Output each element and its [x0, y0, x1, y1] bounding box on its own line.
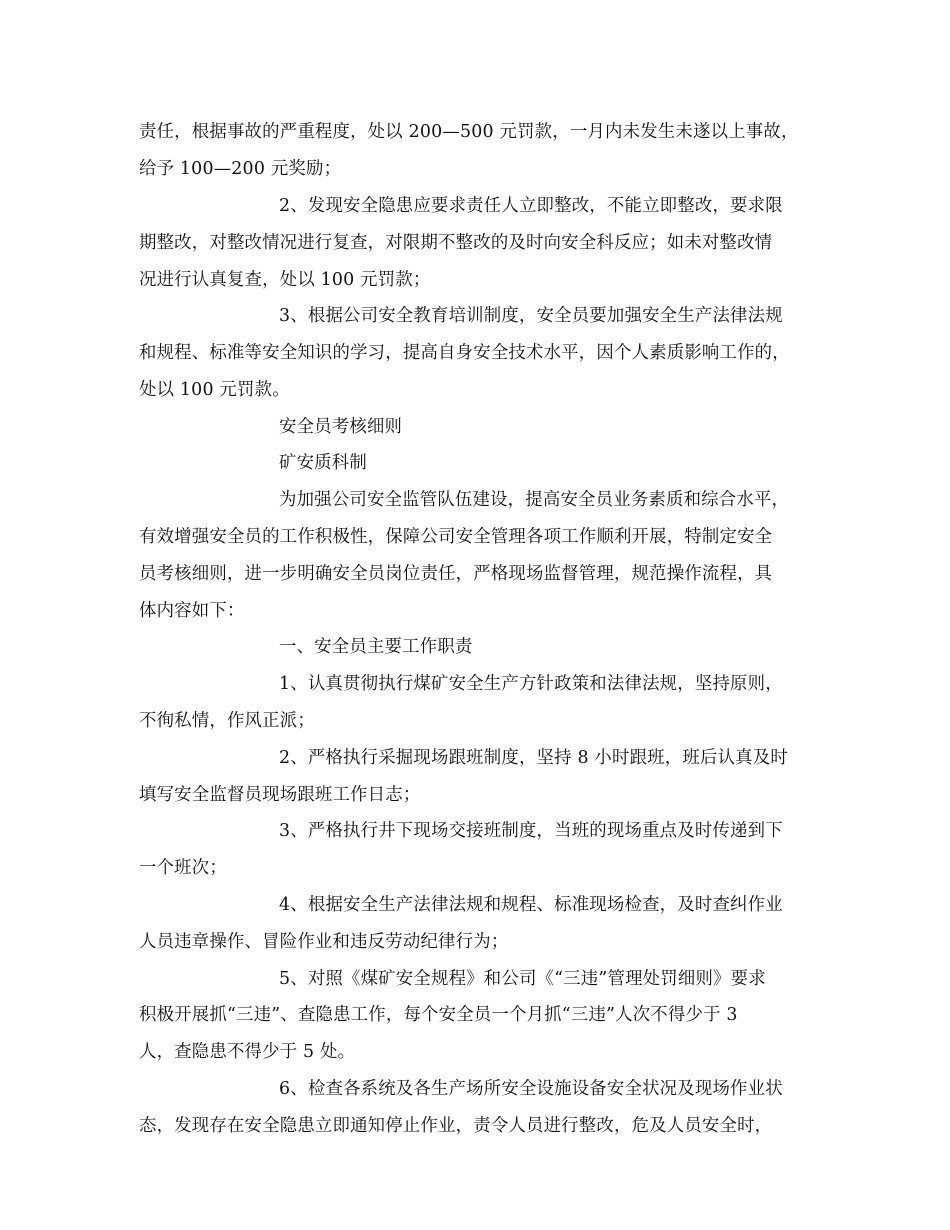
- text-line: 不徇私情，作风正派；: [139, 711, 315, 731]
- text-line: 一个班次；: [139, 858, 227, 878]
- text-line: 况进行认真复查，处以 100 元罚款；: [139, 270, 431, 290]
- section-title: 安全员考核细则: [279, 417, 403, 437]
- text-line: 体内容如下：: [139, 601, 245, 621]
- section-heading: 一、安全员主要工作职责: [279, 637, 473, 657]
- text-line: 态，发现存在安全隐患立即通知停止作业，责令人员进行整改，危及人员安全时，: [139, 1116, 773, 1136]
- text-line: 员考核细则，进一步明确安全员岗位责任，严格现场监督管理，规范操作流程，具: [139, 564, 773, 584]
- text-line: 6、检查各系统及各生产场所安全设施设备安全状况及现场作业状: [279, 1079, 783, 1099]
- text-line: 3、根据公司安全教育培训制度，安全员要加强安全生产法律法规: [279, 306, 783, 326]
- text-line: 为加强公司安全监管队伍建设，提高安全员业务素质和综合水平，: [279, 490, 790, 510]
- issuer-line: 矿安质科制: [279, 453, 367, 473]
- text-line: 填写安全监督员现场跟班工作日志；: [139, 785, 421, 805]
- text-line: 人员违章操作、冒险作业和违反劳动纪律行为；: [139, 932, 509, 952]
- text-line: 给予 100—200 元奖励；: [139, 159, 342, 179]
- text-line: 2、严格执行采掘现场跟班制度，坚持 8 小时跟班，班后认真及时: [279, 748, 788, 768]
- text-line: 和规程、标准等安全知识的学习，提高自身安全技术水平，因个人素质影响工作的，: [139, 343, 790, 363]
- text-line: 有效增强安全员的工作积极性，保障公司安全管理各项工作顺利开展，特制定安全: [139, 527, 773, 547]
- text-line: 人，查隐患不得少于 5 处。: [139, 1042, 356, 1062]
- text-line: 4、根据安全生产法律法规和规程、标准现场检查，及时查纠作业: [279, 895, 783, 915]
- text-line: 期整改，对整改情况进行复查，对限期不整改的及时向安全科反应；如未对整改情: [139, 233, 773, 253]
- text-line: 5、对照《煤矿安全规程》和公司《“三违”管理处罚细则》要求: [279, 969, 766, 989]
- text-line: 1、认真贯彻执行煤矿安全生产方针政策和法律法规，坚持原则，: [279, 674, 783, 694]
- text-line: 处以 100 元罚款。: [139, 380, 290, 400]
- text-line: 2、发现安全隐患应要求责任人立即整改，不能立即整改，要求限: [279, 196, 783, 216]
- text-line: 积极开展抓“三违”、查隐患工作，每个安全员一个月抓“三违”人次不得少于 3: [139, 1005, 738, 1025]
- text-line: 3、严格执行井下现场交接班制度，当班的现场重点及时传递到下: [279, 821, 783, 841]
- text-line: 责任，根据事故的严重程度，处以 200—500 元罚款，一月内未发生未遂以上事故，: [139, 122, 799, 142]
